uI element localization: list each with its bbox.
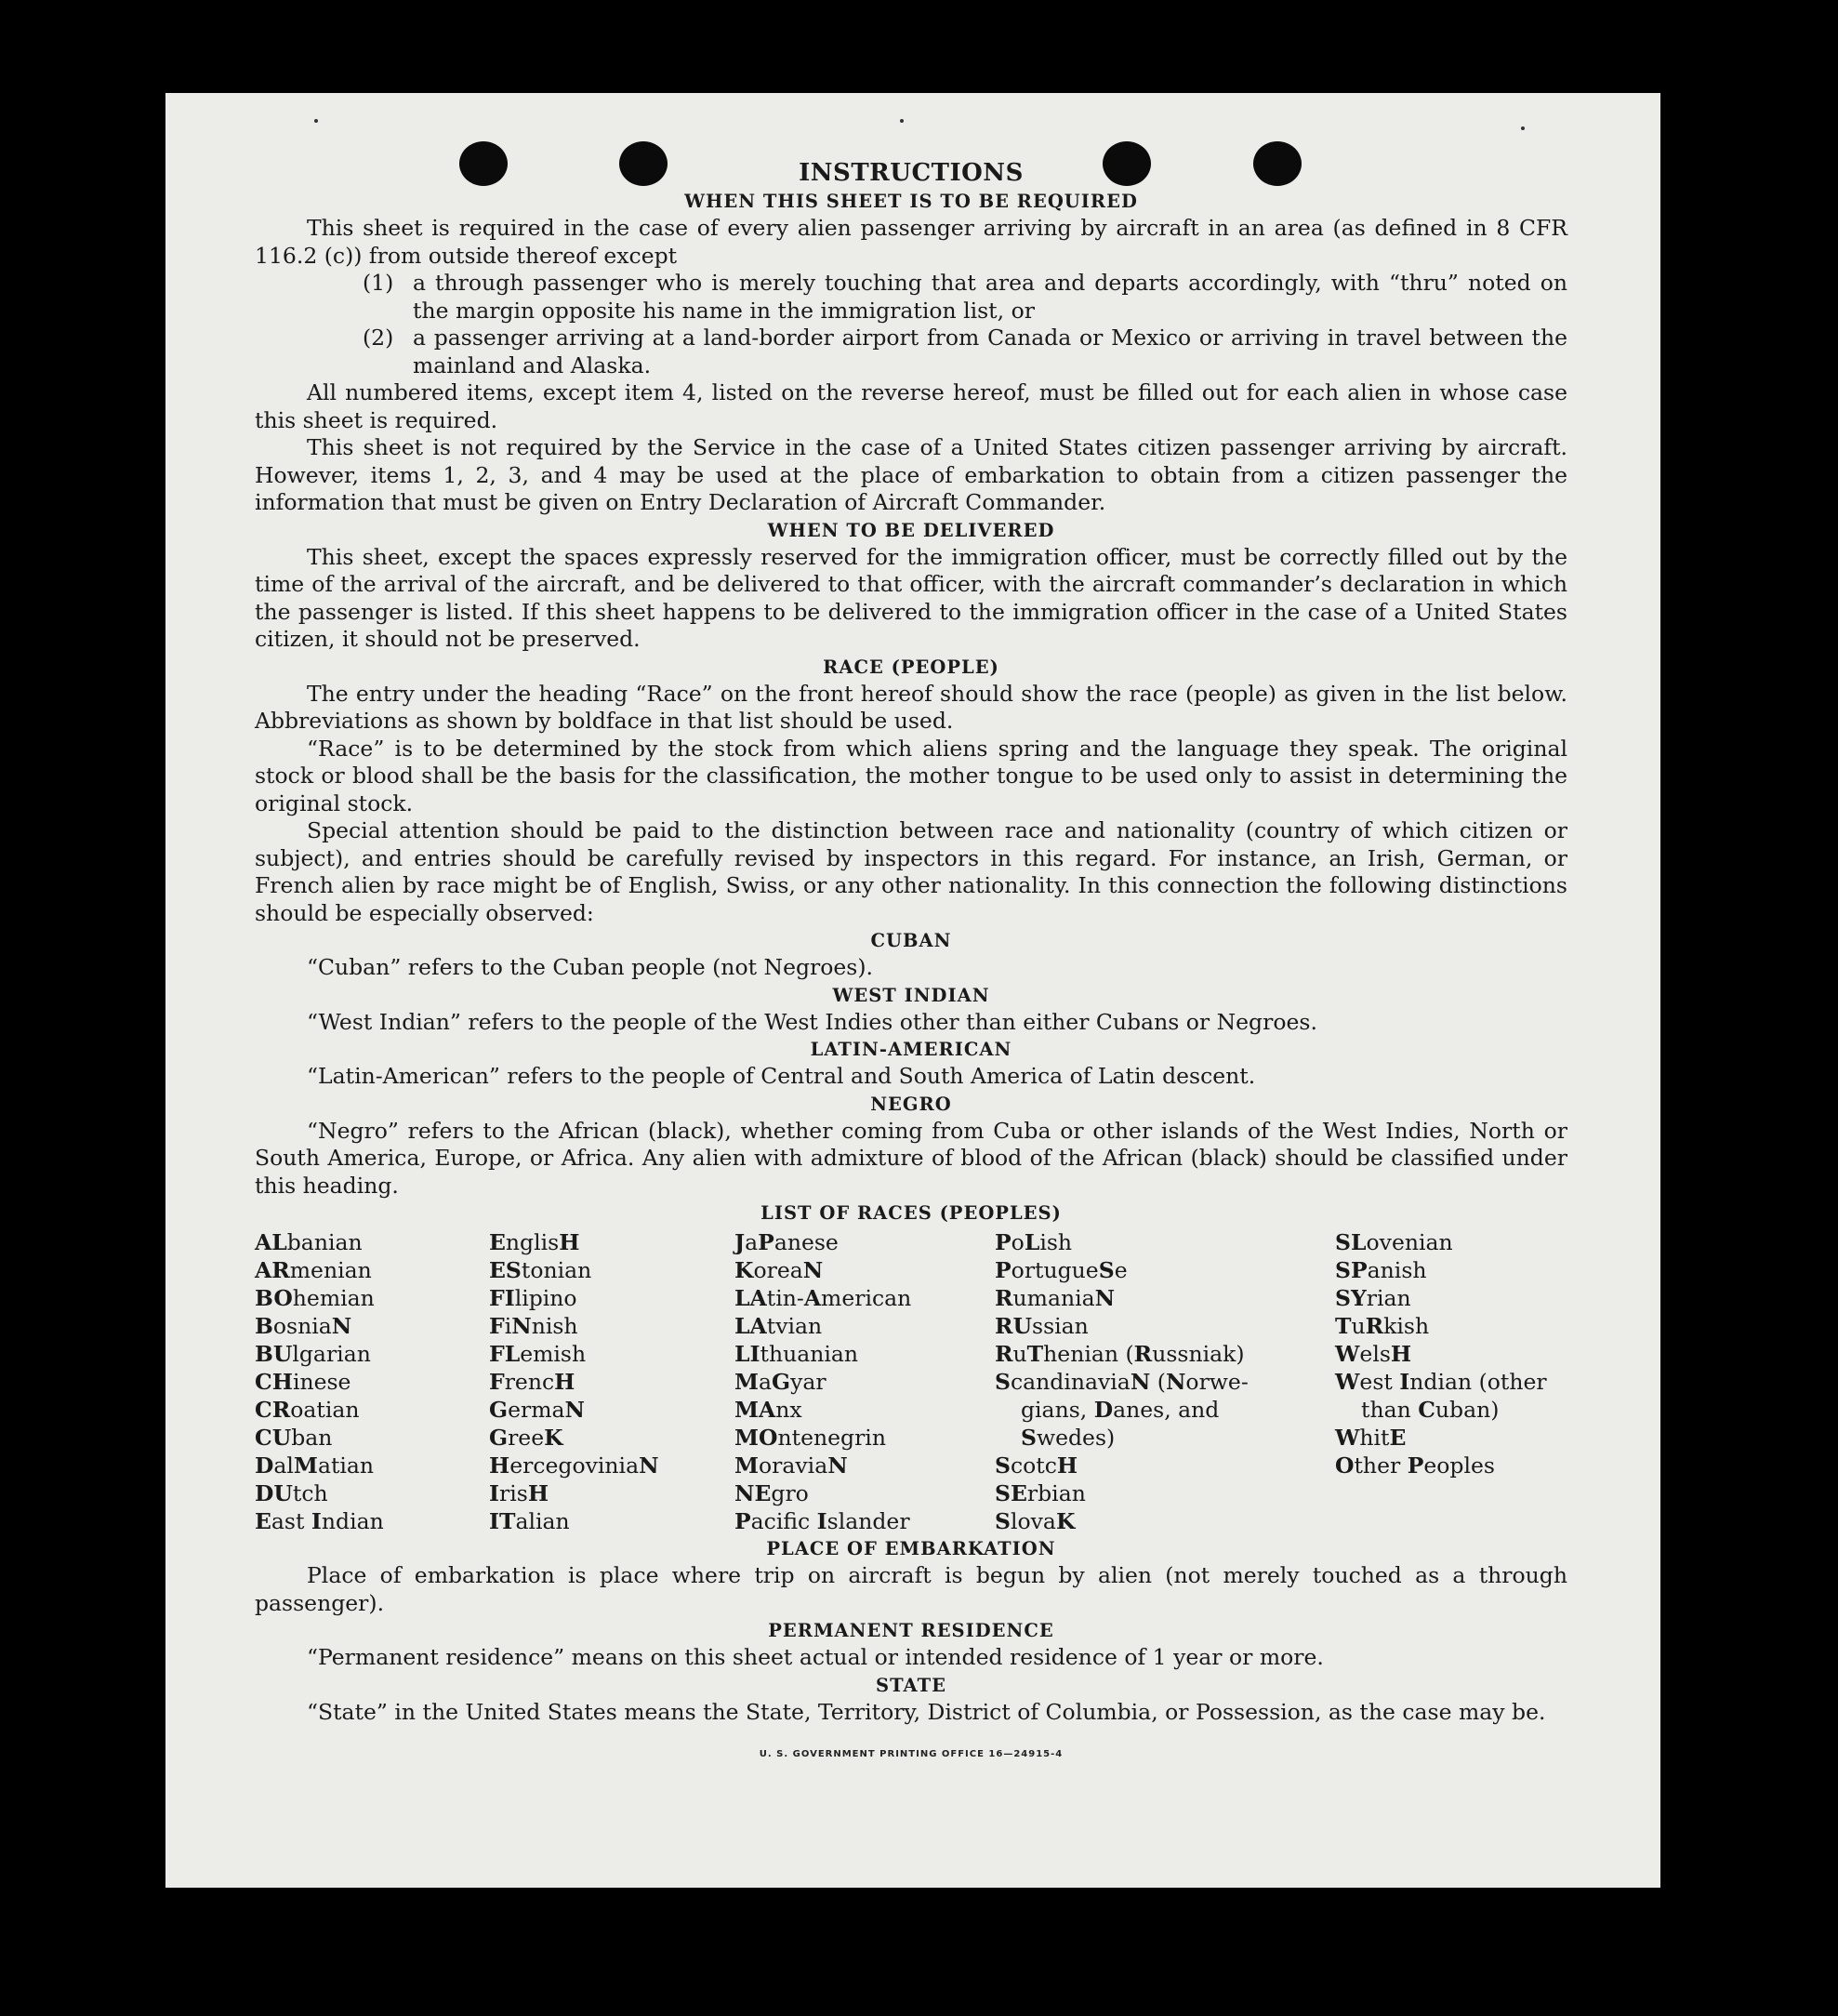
printer-imprint: U. S. GOVERNMENT PRINTING OFFICE 16—24915-4	[759, 1749, 1064, 1759]
races-column	[489, 1228, 734, 1535]
races-list	[255, 1228, 1567, 1535]
race-entry: DalMatian	[255, 1452, 375, 1479]
paragraph: Special attention should be paid to the distinction between race and nationality (country of which citizen or subject), and entries should be carefully revised by inspectors in this regard. For instance, an Irish, German, or French alien by race might be of English, Swiss, or any other nationality. In this connection the following distinctions should be especially observed:	[255, 817, 1567, 926]
race-entry: SErbian	[995, 1480, 1086, 1506]
race-entry: WelsH	[1335, 1341, 1412, 1367]
race-entry: MoraviaN	[734, 1452, 848, 1479]
item-number: (2)	[363, 325, 394, 351]
race-entry: MAnx	[734, 1397, 802, 1423]
race-entry: PoLish	[995, 1229, 1073, 1255]
section-heading-list-of-races: LIST OF RACES (PEOPLES)	[760, 1202, 1062, 1224]
race-entry: EStonian	[489, 1257, 592, 1283]
section-heading-state: STATE	[876, 1674, 946, 1696]
race-entry: ITalian	[489, 1508, 570, 1534]
race-entry: BOhemian	[255, 1285, 375, 1311]
race-entry: FrencH	[489, 1369, 575, 1395]
race-entry: SPanish	[1335, 1257, 1427, 1283]
race-entry: SlovaK	[995, 1508, 1076, 1534]
race-entry: ScotcH	[995, 1452, 1078, 1479]
race-entry: RuThenian (Russniak)	[995, 1341, 1245, 1367]
race-entry: CRoatian	[255, 1397, 360, 1423]
paragraph: “Cuban” refers to the Cuban people (not Negroes).	[307, 954, 874, 980]
paragraph: All numbered items, except item 4, listed on the reverse hereof, must be filled out for each alien in whose case this sheet is required.	[255, 379, 1567, 433]
race-entry: CHinese	[255, 1369, 351, 1395]
speck	[1521, 126, 1525, 130]
paragraph: “Latin-American” refers to the people of Central and South America of Latin descent.	[307, 1063, 1256, 1089]
section-heading-embarkation: PLACE OF EMBARKATION	[766, 1538, 1056, 1559]
paragraph: “State” in the United States means the State, Territory, District of Columbia, or Possession, as the case may be.	[307, 1698, 1546, 1725]
race-entry: SLovenian	[1335, 1229, 1453, 1255]
race-entry: GreeK	[489, 1425, 563, 1451]
race-entry: RUssian	[995, 1313, 1089, 1339]
race-entry: MOntenegrin	[734, 1425, 886, 1451]
instructions-content	[255, 158, 1567, 1769]
race-entry: EnglisH	[489, 1229, 580, 1255]
race-entry: Pacific Islander	[734, 1508, 910, 1534]
race-entry: HercegoviniaN	[489, 1452, 659, 1479]
paragraph: This sheet, except the spaces expressly reserved for the immigration officer, must be correctly filled out by the time of the arrival of the aircraft, and be delivered to that officer, with the aircraft commander’s declaration in which the passenger is listed. If this sheet happens to be delivered to the immigration officer in the case of a United States citizen, it should not be preserved.	[255, 543, 1567, 652]
races-column	[734, 1228, 995, 1535]
race-entry: West Indian (other	[1335, 1369, 1547, 1395]
section-heading-required: WHEN THIS SHEET IS TO BE REQUIRED	[684, 191, 1138, 212]
list-item	[363, 270, 1567, 325]
paragraph: “West Indian” refers to the people of the West Indies other than either Cubans or Negroes.	[307, 1008, 1317, 1035]
race-entry: LAtvian	[734, 1313, 823, 1339]
races-column	[255, 1228, 489, 1535]
document-page	[165, 93, 1660, 1888]
item-text: a passenger arriving at a land-border airport from Canada or Mexico or arriving in travel between the mainland and Alaska.	[413, 325, 1567, 378]
section-heading-residence: PERMANENT RESIDENCE	[768, 1620, 1054, 1641]
race-entry: East Indian	[255, 1508, 384, 1534]
race-entry: BosniaN	[255, 1313, 352, 1339]
race-entry: gians, Danes, and	[1021, 1397, 1220, 1423]
paragraph: “Permanent residence” means on this sheet actual or intended residence of 1 year or more.	[307, 1644, 1324, 1670]
race-entry: than Cuban)	[1361, 1397, 1500, 1423]
race-entry: FLemish	[489, 1341, 587, 1367]
race-entry: MaGyar	[734, 1369, 826, 1395]
item-text: a through passenger who is merely touching that area and departs accordingly, with “thru” noted on the margin opposite his name in the immigration list, or	[413, 270, 1567, 324]
race-entry: CUban	[255, 1425, 333, 1451]
race-entry: FiNnish	[489, 1313, 578, 1339]
paragraph: The entry under the heading “Race” on the front hereof should show the race (people) as given in the list below. Abbreviations as shown by boldface in that list should be used.	[255, 680, 1567, 734]
paragraph: “Negro” refers to the African (black), whether coming from Cuba or other islands of the West Indies, North or South America, Europe, or Africa. Any alien with admixture of blood of the African (black) should be classified under this heading.	[255, 1117, 1567, 1199]
section-heading-delivered: WHEN TO BE DELIVERED	[767, 519, 1055, 541]
race-entry: KoreaN	[734, 1257, 824, 1283]
speck	[900, 119, 904, 123]
race-entry: TuRkish	[1335, 1313, 1430, 1339]
race-entry: LAtin-American	[734, 1285, 912, 1311]
race-entry: ALbanian	[255, 1229, 363, 1255]
race-entry: FIlipino	[489, 1285, 577, 1311]
race-entry: SYrian	[1335, 1285, 1411, 1311]
race-entry: WhitE	[1335, 1425, 1407, 1451]
race-entry: BUlgarian	[255, 1341, 371, 1367]
paragraph: This sheet is not required by the Service in the case of a United States citizen passenger arriving by aircraft. However, items 1, 2, 3, and 4 may be used at the place of embarkation to obtain from a citizen passenger the information that must be given on Entry Declaration of Aircraft Commander.	[255, 434, 1567, 515]
race-entry: LIthuanian	[734, 1341, 859, 1367]
race-entry: JaPanese	[734, 1229, 839, 1255]
race-entry: IrisH	[489, 1480, 549, 1506]
section-heading-cuban: CUBAN	[870, 930, 952, 951]
race-entry: Other Peoples	[1335, 1452, 1495, 1479]
race-entry: Swedes)	[1021, 1425, 1116, 1451]
list-item	[363, 325, 1567, 379]
races-column	[1335, 1228, 1567, 1535]
race-entry: NEgro	[734, 1480, 809, 1506]
section-heading-latin-american: LATIN-AMERICAN	[810, 1039, 1012, 1060]
section-heading-race: RACE (PEOPLE)	[823, 656, 999, 678]
race-entry: ARmenian	[255, 1257, 372, 1283]
section-heading-west-indian: WEST INDIAN	[832, 984, 990, 1006]
paragraph: “Race” is to be determined by the stock from which aliens spring and the language they speak. The original stock or blood shall be the basis for the classification, the mother tongue to be used only to assist in determining the original stock.	[255, 735, 1567, 816]
race-entry: ScandinaviaN (Norwe-	[995, 1369, 1249, 1395]
page-title: INSTRUCTIONS	[799, 159, 1024, 187]
paragraph: Place of embarkation is place where trip on aircraft is begun by alien (not merely touched as a through passenger).	[255, 1562, 1567, 1616]
race-entry: PortugueSe	[995, 1257, 1128, 1283]
race-entry: GermaN	[489, 1397, 585, 1423]
speck	[314, 119, 318, 123]
paragraph: This sheet is required in the case of every alien passenger arriving by aircraft in an area (as defined in 8 CFR 116.2 (c)) from outside thereof except	[255, 215, 1567, 269]
race-entry: DUtch	[255, 1480, 328, 1506]
race-entry: RumaniaN	[995, 1285, 1116, 1311]
item-number: (1)	[363, 270, 394, 296]
races-column	[995, 1228, 1335, 1535]
section-heading-negro: NEGRO	[870, 1093, 952, 1115]
